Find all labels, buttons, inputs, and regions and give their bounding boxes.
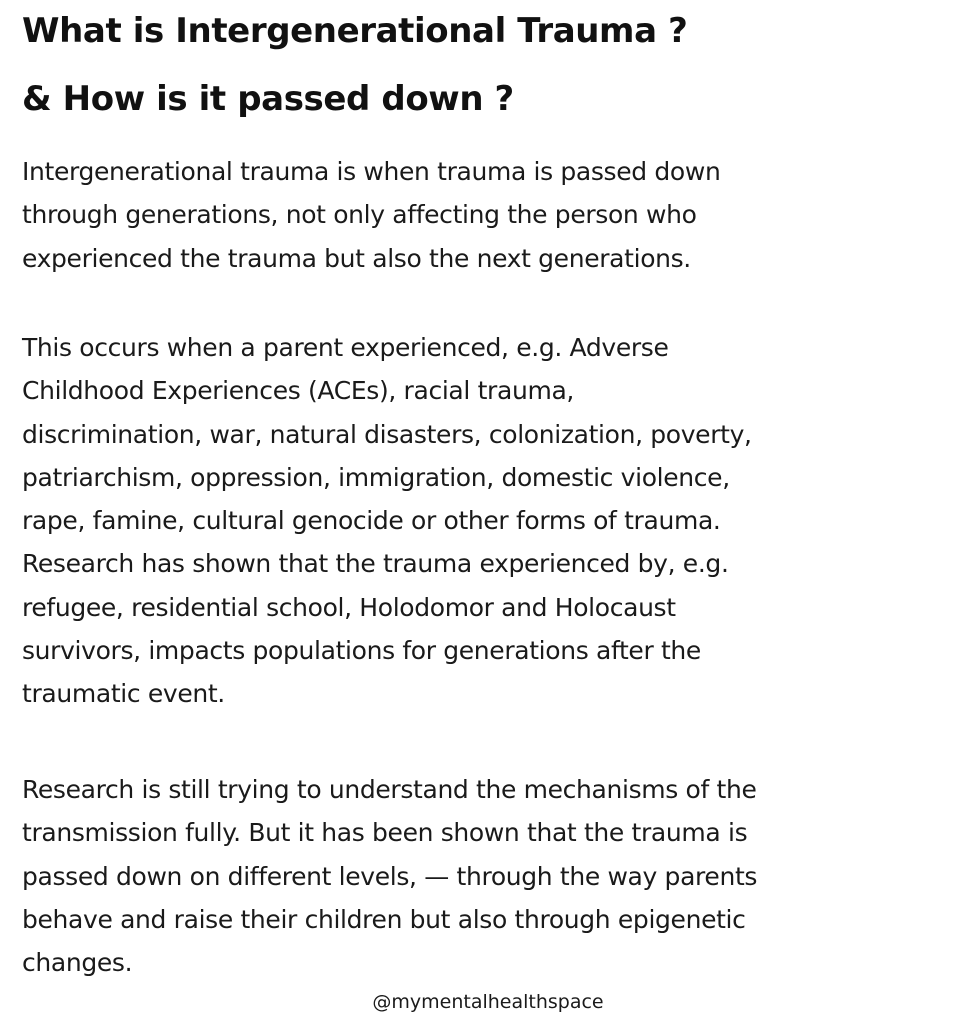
text-line: Intergenerational trauma is when trauma is passed down [22,157,721,186]
paragraph-mechanisms [22,768,757,984]
text-line: behave and raise their children but also through epigenetic [22,904,746,934]
text-line: refugee, residential school, Holodomor and Holocaust [22,592,676,622]
page-title [22,8,962,122]
text-line: patriarchism, oppression, immigration, domestic violence, [22,462,730,492]
text-line: discrimination, war, natural disasters, colonization, poverty, [22,419,752,449]
text-line: Childhood Experiences (ACEs), racial trauma, [22,376,575,406]
title-line-2: & How is it passed down ? [22,79,514,119]
text-line: passed down on different levels, — through the way parents [22,861,758,891]
title-line-1: What is Intergenerational Trauma ? [22,11,688,51]
text-line: through generations, not only affecting the person who [22,200,697,230]
text-line: rape, famine, cultural genocide or other forms of trauma. [22,506,721,536]
paragraph-definition [22,150,720,280]
author-handle: @mymentalhealthspace [372,991,604,1013]
text-line: Research has shown that the trauma experienced by, e.g. [22,549,729,579]
text-line: This occurs when a parent experienced, e.g. Adverse [22,333,669,362]
text-line: survivors, impacts populations for generations after the [22,636,701,666]
text-line: transmission fully. But it has been shown that the trauma is [22,818,748,848]
text-line: Research is still trying to understand the mechanisms of the [22,775,757,804]
text-line: traumatic event. [22,679,225,709]
paragraph-causes [22,326,752,716]
document-page [22,8,962,978]
text-line: changes. [22,948,133,978]
text-line: experienced the trauma but also the next generations. [22,243,691,273]
